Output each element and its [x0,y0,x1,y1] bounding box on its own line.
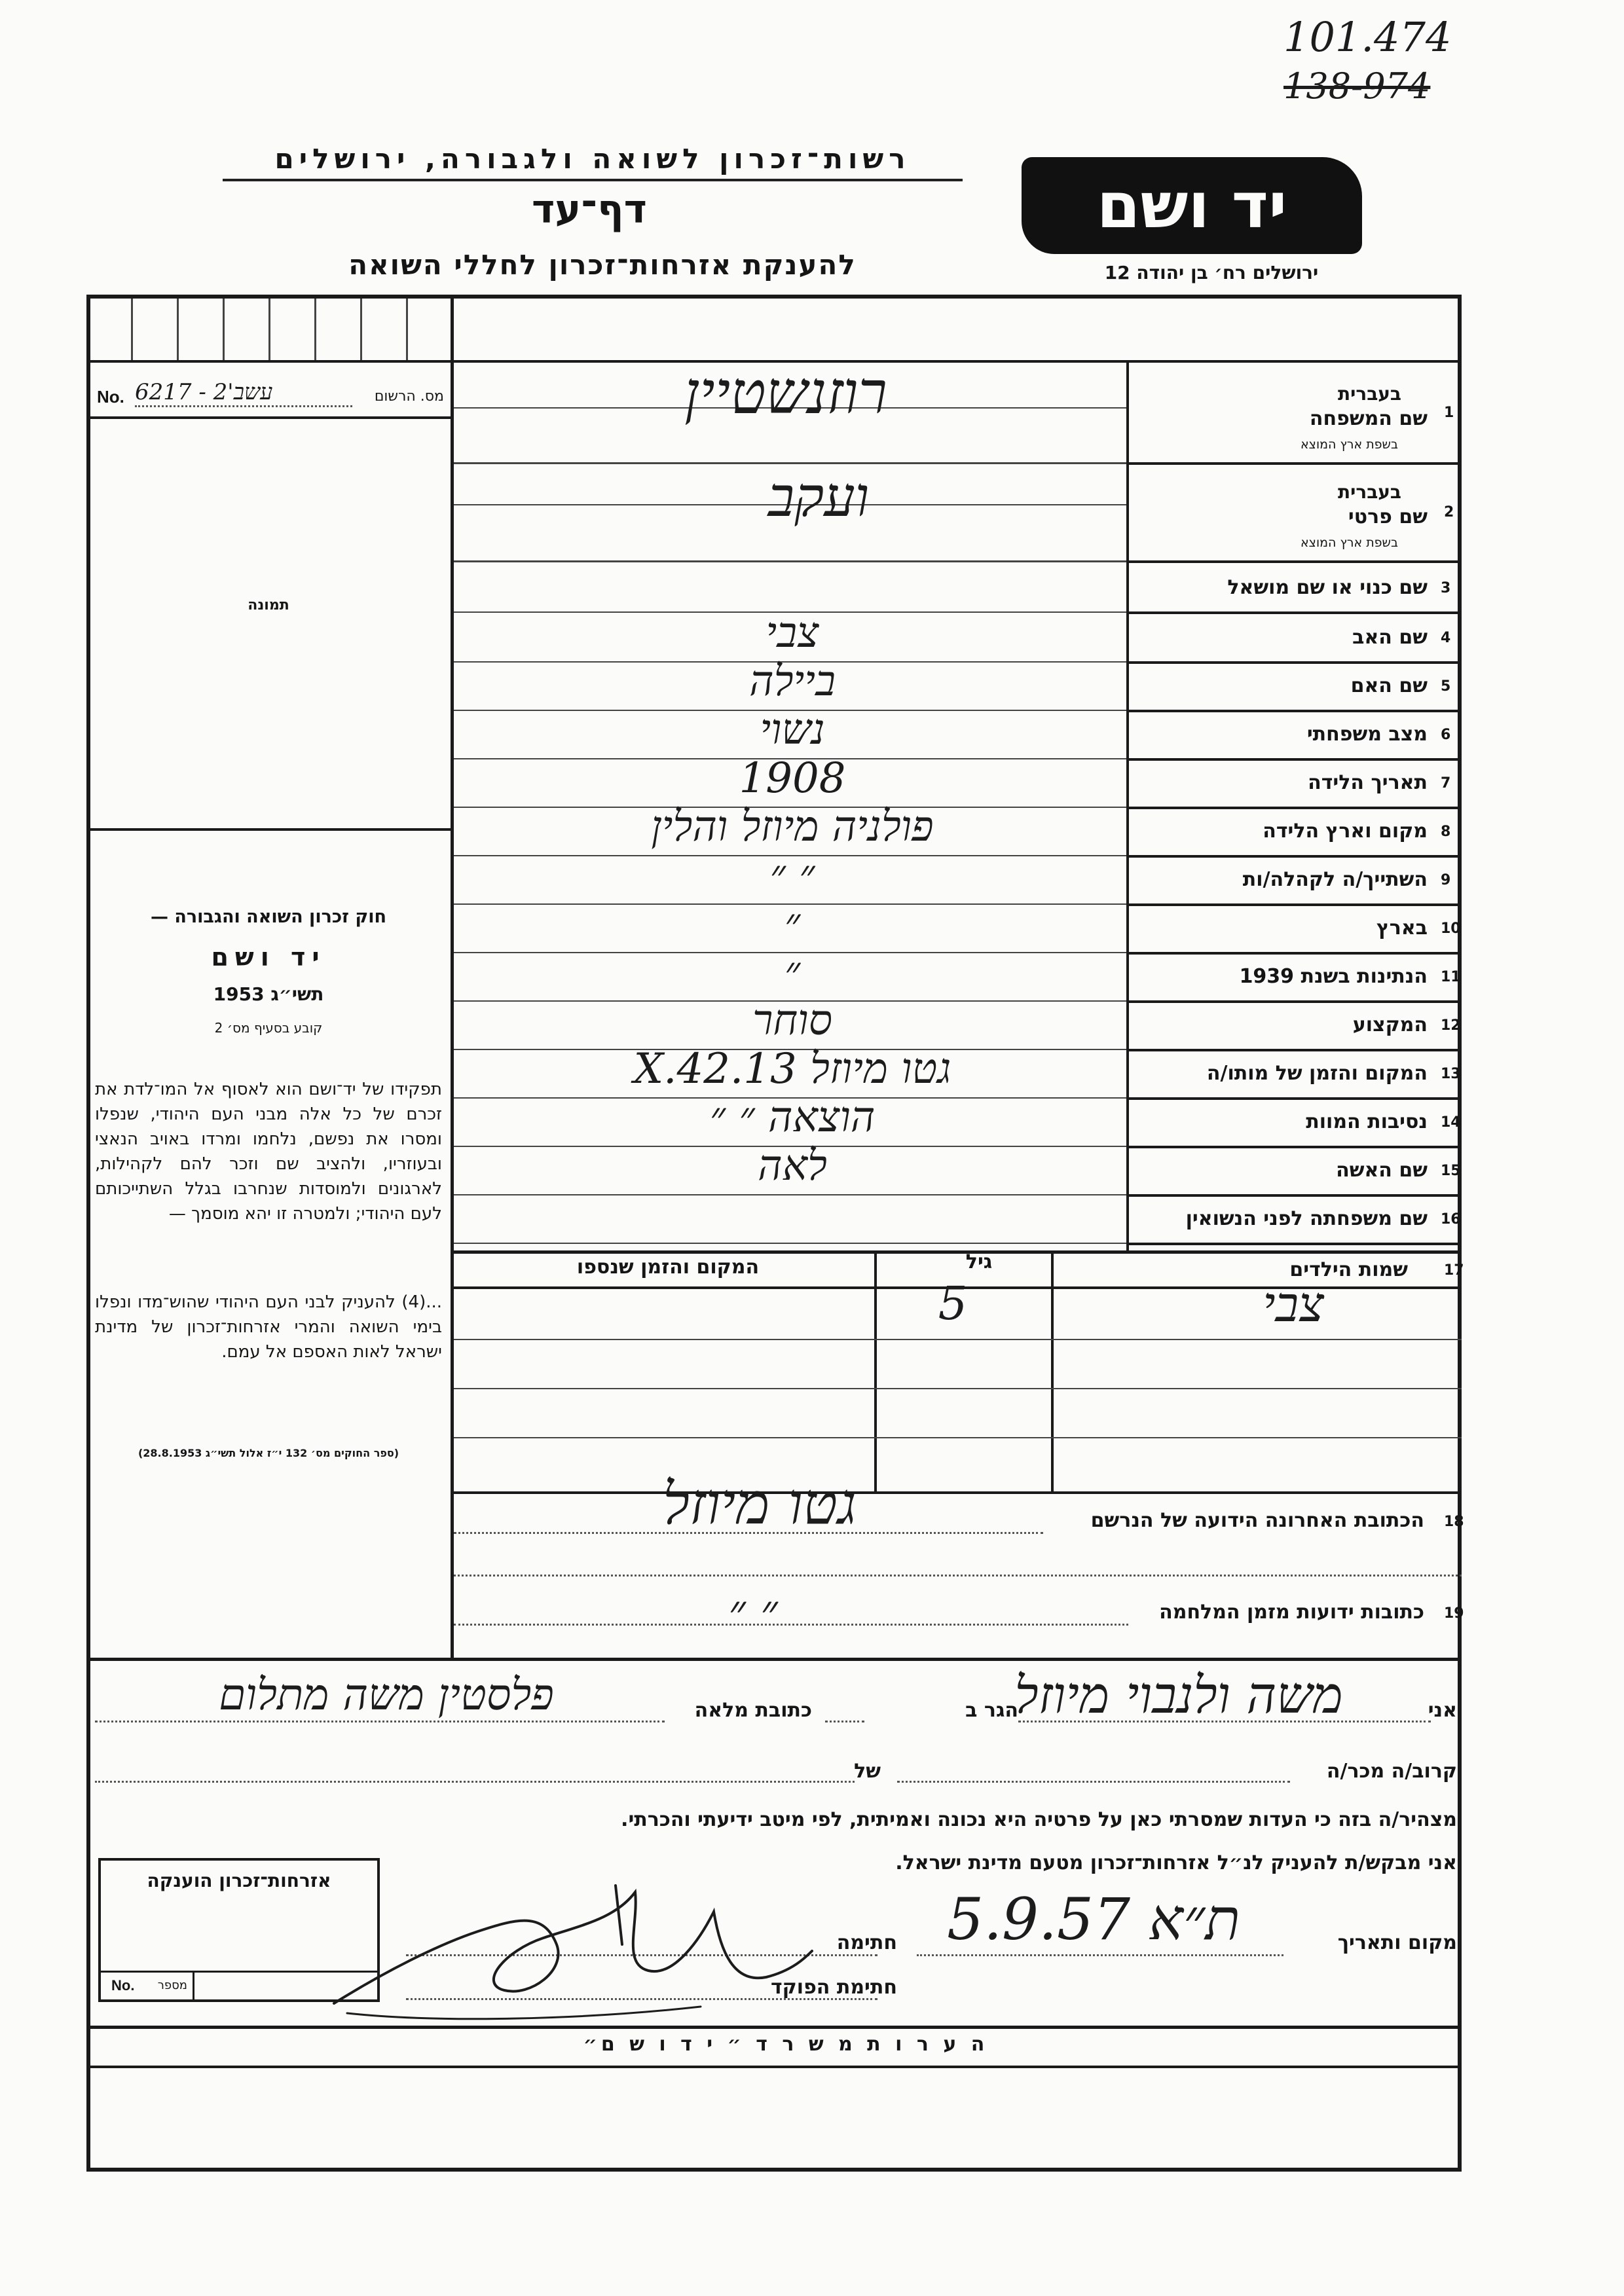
field-13-num: 13 [1441,1066,1461,1082]
photo-bottom-line [86,828,451,831]
field-separator [1126,462,1462,465]
archive-number: 101.474 [1283,13,1452,61]
field-8-value: פולניה מיוזל והלין [651,803,934,851]
decl-resident-dots [825,1721,864,1722]
field-2-local-tag: בשפת ארץ המוצא [1300,536,1398,550]
field-10-num: 10 [1441,920,1461,937]
field-10-value: ״ [784,900,801,948]
decl-relative-label: קרוב/ה מכר/ה [1326,1760,1457,1783]
field-separator [1126,661,1462,664]
field-18-label: הכתובת האחרונה הידועה של הנרשם [1090,1509,1424,1532]
field-19-num: 19 [1444,1605,1464,1622]
field-11-num: 11 [1441,969,1461,985]
field-1-value: רוזנשטיין [684,359,887,428]
field-separator [1126,1049,1462,1051]
decl-relative-dots [897,1781,1290,1783]
stamp-box [98,1858,380,2002]
authority-title: רשות־זכרון לשואה ולגבורה, ירושלים [223,143,963,181]
field-15-num: 15 [1441,1163,1461,1179]
field-separator [1126,560,1462,563]
field-6-label: מצב משפחתי [1306,723,1428,746]
field-11-value: ״ [784,948,801,996]
field-18-num: 18 [1444,1514,1464,1530]
value-line [454,560,1126,562]
field-14-num: 14 [1441,1114,1461,1131]
children-row-line [454,1437,1462,1438]
law-source: (ספר החוקים מס׳ 132 י״ז אלול תשי״ג 28.8.1953) [138,1447,399,1459]
field-11-label: הנתינות בשנת 1939 [1239,965,1428,988]
field-9-value: ״ ״ [769,851,815,900]
field-7-num: 7 [1441,775,1451,792]
children-col-names: שמות הילדים [1289,1258,1408,1281]
law-title: חוק זכרון השואה והגבורה — [150,907,387,927]
field-13-value: גטו מיוזל 13.X.42 [633,1045,951,1093]
grid-cell [177,299,179,360]
field-2-value: ועקב [767,465,870,529]
footer-remarks: ה ע ר ו ת מ ש ר ד ״ י ד ו ש ם״ [583,2033,989,2056]
stamp-box-divider [101,1971,377,1973]
photo-label: תמונה [248,597,289,613]
child-name: צבי [1263,1277,1324,1333]
stamp-box-no: No. [111,1977,135,1994]
archive-number-struck: 138-974 [1283,65,1431,107]
field-7-value: 1908 [739,754,846,803]
field-separator [1126,1097,1462,1100]
field-12-label: המקצוע [1352,1013,1428,1036]
field-2-label: שם פרטי [1348,505,1428,528]
value-line [454,1194,1126,1195]
field-7-label: תאריך הלידה [1308,771,1428,794]
left-top-grid-line [86,360,451,363]
decl-i-label: אני [1428,1699,1457,1722]
law-text-2: ...(4) להעניק לבני העם היהודי שהוש־מדו ונפלו בימי השואה והמרי אזרחות־זכרון של מדינת ישראל לאות האספם אל עמם. [95,1292,442,1362]
field-5-num: 5 [1441,678,1451,695]
law-name: יד ושם [211,943,326,972]
children-col-age: גיל [965,1250,993,1273]
field-18-dots-2 [454,1575,1462,1576]
stamp-box-number-label: מספר [157,1978,187,1992]
grid-cell [406,299,408,360]
field-1-label: שם המשפחה [1309,407,1428,430]
law-year: תשי״ג 1953 [213,983,324,1005]
children-col-divider [1051,1250,1054,1493]
registration-label: מס. הרשום [374,388,444,405]
children-row-line [454,1339,1462,1340]
decl-resident-label: הגר ב [965,1699,1018,1722]
grid-cell [223,299,225,360]
logo [1022,157,1362,254]
field-12-value: סוחר [752,996,833,1045]
field-separator [1126,710,1462,712]
left-panel-divider [451,295,454,1545]
decl-officer-label: חתימת הפוקד [771,1976,897,1999]
field-4-value: צבי [766,609,819,657]
field-separator [1126,1146,1462,1148]
field-19-value: ״ ״ [728,1584,778,1638]
field-1-local-tag: בשפת ארץ המוצא [1300,437,1398,452]
grid-cell [360,299,362,360]
decl-statement: מצהיר/ה בזה כי העדות שמסרתי כאן על פרטיה היא נכונה ואמיתית, לפי מיטב ידיעתי והכרתי. [621,1808,1457,1831]
field-4-num: 4 [1441,630,1451,646]
field-19-label: כתובות ידועות מזמן המלחמה [1159,1601,1424,1624]
decl-address-value: פלסטין משה מתלום [219,1669,554,1720]
value-line [454,462,1126,464]
field-18-value: גטו מיוזל [662,1470,857,1537]
law-clause: קובע בסעיף מס׳ 2 [214,1020,323,1036]
field-separator [1126,611,1462,614]
stamp-box-divider-v [193,1971,194,1999]
field-3-label: שם כנוי או שם מושאל [1227,576,1428,599]
decl-of-dots [95,1781,855,1783]
field-1-num: 1 [1444,405,1454,421]
children-col-divider [874,1250,877,1493]
decl-signature-label: חתימה [836,1931,897,1954]
stamp-box-title: אזרחות־זכרון הוענקה [147,1870,331,1891]
field-6-num: 6 [1441,727,1451,743]
logo-address: ירושלים רח׳ בן יהודה 12 [1104,262,1319,283]
registration-number-field [97,379,444,413]
decl-of-label: של [854,1760,881,1783]
field-separator [1126,1243,1462,1245]
field-10-label: בארץ [1376,917,1428,939]
registration-dots [135,405,352,407]
decl-address-dots [95,1721,665,1722]
field-separator [1126,807,1462,809]
field-6-value: נשוי [760,706,825,754]
decl-i-value: משה ולנבוי מיוזל [1014,1666,1343,1725]
children-col-place: המקום והזמן שנספו [576,1256,760,1279]
declaration-top-line [86,1658,1462,1661]
footer-bottom-line [86,2066,1462,2068]
law-text-1: תפקידו של יד־ושם הוא לאסוף אל המו־לדת את זכרם של כל אלה מבני העם היהודי, שנפלו ומסרו את נפשם, נלחמו ומרדו באויב הנאצי ובעוזריו, ולהציב שם וזכר להם לקהילות, לארגונים ולמוסדות שנחרבו בגלל השתייכותם לעם היהודי; ולמטרה זו יהא מוסמך — [95,1080,442,1224]
signature-scribble [308,1872,819,2030]
registration-no-prefix: No. [97,387,124,407]
field-4-label: שם האב [1352,626,1428,649]
field-separator [1126,1000,1462,1003]
field-separator [1126,952,1462,955]
children-num: 17 [1444,1262,1464,1279]
child-age: 5 [938,1277,968,1330]
decl-place-date-dots [917,1954,1283,1956]
children-row-line [454,1388,1462,1389]
field-1-hebrew-tag: בעברית [1337,383,1401,405]
field-separator [1126,1194,1462,1197]
field-8-num: 8 [1441,824,1451,840]
decl-address-label: כתובת מלאה [694,1699,812,1722]
value-line [454,1243,1126,1244]
field-separator [1126,758,1462,761]
label-column-divider [1126,360,1129,1250]
field-9-num: 9 [1441,872,1451,888]
field-5-value: ביילה [749,657,836,706]
page-title: דף־עד [532,187,647,232]
grid-cell [268,299,270,360]
field-5-label: שם האם [1350,674,1428,697]
registration-value: 6217 - 2'עשב [135,379,273,405]
registration-line [86,416,451,419]
field-14-value: הוצאה ״ ״ [709,1093,876,1142]
field-15-label: שם האשה [1336,1159,1428,1182]
decl-place-date-label: מקום ותאריך [1337,1931,1457,1954]
field-12-num: 12 [1441,1017,1461,1034]
field-2-hebrew-tag: בעברית [1337,481,1401,503]
footer-top-line [86,2026,1462,2029]
grid-cell [314,299,316,360]
field-16-num: 16 [1441,1211,1461,1228]
field-9-label: השתייך/ה לקהלה/ות [1242,868,1428,891]
field-8-label: מקום וארץ הלידה [1263,820,1428,843]
logo-text: יד ושם [1096,169,1287,242]
field-separator [1126,855,1462,858]
field-14-label: נסיבות המוות [1306,1110,1428,1133]
field-15-value: לאה [758,1142,827,1190]
field-16-label: שם משפחתה לפני הנשואין [1185,1207,1428,1230]
decl-request: אני מבקש/ת להעניק לנ״ל אזרחות־זכרון מטעם מדינת ישראל. [895,1851,1457,1874]
field-separator [1126,903,1462,906]
field-2-num: 2 [1444,504,1454,520]
field-3-num: 3 [1441,580,1451,596]
page-subtitle: להענקת אזרחות־זכרון לחללי השואה [348,249,857,281]
decl-place-date-value: ת״א 5.9.57 [947,1886,1240,1953]
field-13-label: המקום והזמן של מותו/ה [1206,1062,1428,1085]
grid-cell [131,299,133,360]
